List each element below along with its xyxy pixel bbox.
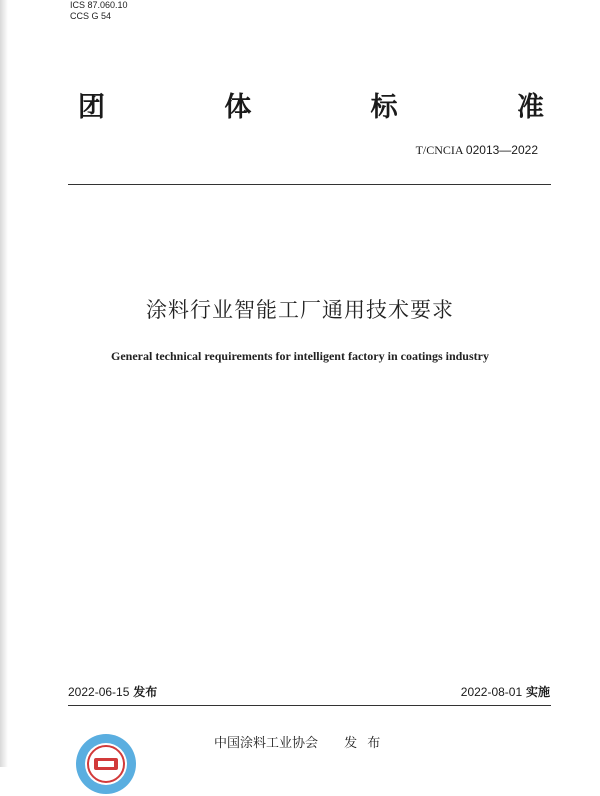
implementation-date: 2022-08-01 xyxy=(460,685,523,699)
seal-emblem-cutout xyxy=(98,761,114,767)
issue-date-line xyxy=(68,683,157,700)
implementation-label: 实施 xyxy=(525,685,550,699)
implementation-date-line xyxy=(461,683,550,700)
scan-edge-shadow xyxy=(0,0,8,767)
association-seal-icon xyxy=(74,732,138,796)
ccs-code: CCS G 54 xyxy=(70,11,112,21)
standard-number-value: 02013—2022 xyxy=(465,143,538,157)
standard-number xyxy=(416,143,538,158)
standard-type-char: 标 xyxy=(370,91,398,123)
standard-type-char: 体 xyxy=(224,91,252,123)
publisher-name: 中国涂料工业协会 xyxy=(214,736,319,751)
title-chinese: 涂料行业智能工厂通用技术要求 xyxy=(146,298,454,322)
ics-code: ICS 87.060.10 xyxy=(70,0,128,10)
header-divider xyxy=(68,184,551,185)
standard-number-prefix: T/CNCIA xyxy=(415,143,463,157)
issue-date: 2022-06-15 xyxy=(68,685,130,699)
publisher-line xyxy=(214,732,383,751)
issue-label: 发布 xyxy=(133,685,158,699)
title-english: General technical requirements for intelligent factory in coatings industry xyxy=(111,349,489,363)
standard-type-char: 团 xyxy=(78,91,105,123)
standard-type-char: 准 xyxy=(516,91,544,123)
classification-codes xyxy=(70,0,128,22)
standard-type-heading xyxy=(78,84,544,124)
publisher-verb: 发 布 xyxy=(344,736,384,751)
footer-divider xyxy=(68,705,551,706)
